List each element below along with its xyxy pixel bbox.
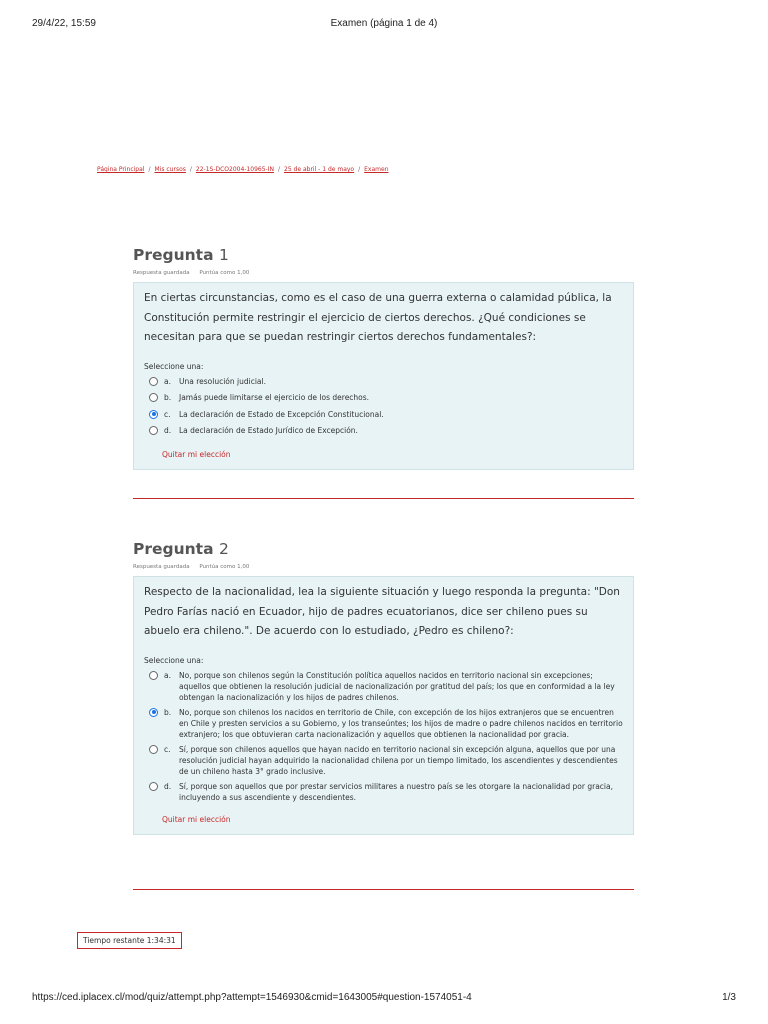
clear-choice-link[interactable]: Quitar mi elección: [162, 449, 231, 459]
breadcrumb-course[interactable]: 22-1S-DCO2004-10965-IN: [195, 166, 274, 173]
question-1: [133, 244, 634, 470]
print-page-number: 1/3: [722, 992, 736, 1003]
question-2: [133, 538, 634, 835]
answer-letter: b.: [164, 393, 172, 402]
question-box: [133, 576, 634, 835]
answer-option-b[interactable]: [144, 707, 623, 740]
radio-button[interactable]: [149, 745, 158, 754]
breadcrumb-exam[interactable]: Examen: [364, 166, 389, 173]
answer-text: Jamás puede limitarse el ejercicio de los derechos.: [179, 393, 370, 402]
answer-option-d[interactable]: [144, 425, 623, 442]
question-text: Respecto de la nacionalidad, lea la siguiente situación y luego responda la pregunta: "Don Pedro Farías nació en Ecuador, hijo de padres ecuatorianos, dice ser chileno pues su abuelo era chileno.". De acuerdo con lo estudiado, ¿Pedro es chileno?:: [144, 586, 620, 637]
answer-text: La declaración de Estado Jurídico de Excepción.: [179, 426, 358, 435]
question-meta: [133, 270, 634, 278]
question-title: [133, 244, 634, 266]
answer-letter: a.: [164, 670, 171, 680]
radio-button[interactable]: [149, 426, 158, 435]
answer-letter: d.: [164, 781, 172, 791]
answer-text: No, porque son chilenos los nacidos en territorio de Chile, con excepción de los hijos extranjeros que se encuentren en Chile y presten servicios a su Gobierno, y los transeúntes; los hijos de madre o padre chilenos nacidos en territorio extranjero; los que obtuvieran carta nacionalización y aquellos que obtienen la nacionalidad por gracia.: [179, 707, 623, 739]
breadcrumb-separator: /: [358, 166, 361, 173]
breadcrumb-separator: /: [148, 166, 151, 173]
question-status: Respuesta guardada: [133, 564, 190, 570]
select-label: Seleccione una:: [144, 655, 204, 665]
question-number: 2: [218, 540, 229, 558]
print-url: https://ced.iplacex.cl/mod/quiz/attempt.php?attempt=1546930&cmid=1643005#question-1574051-4: [32, 992, 472, 1003]
breadcrumb-separator: /: [189, 166, 192, 173]
answer-text: Una resolución judicial.: [179, 376, 266, 386]
question-divider: [133, 498, 634, 499]
answer-letter: c.: [164, 409, 171, 419]
answer-option-c[interactable]: [144, 409, 623, 426]
question-meta: [133, 564, 634, 572]
question-score: Puntúa como 1,00: [199, 564, 250, 570]
clear-choice-link[interactable]: Quitar mi elección: [162, 814, 231, 824]
answer-option-a[interactable]: [144, 376, 623, 393]
breadcrumb: [97, 166, 389, 173]
answer-option-c[interactable]: [144, 744, 623, 777]
breadcrumb-separator: /: [277, 166, 281, 173]
question-text: En ciertas circunstancias, como es el caso de una guerra externa o calamidad pública, la Constitución permite restringir el ejercicio de ciertos derechos. ¿Qué condiciones se necesitan para que se puedan restringir ciertos derechos fundamentales?:: [144, 292, 612, 343]
answer-letter: d.: [164, 426, 172, 435]
print-datetime: 29/4/22, 15:59: [32, 18, 96, 29]
answer-option-a[interactable]: [144, 670, 623, 703]
radio-button[interactable]: [149, 393, 158, 402]
breadcrumb-home[interactable]: Página Principal: [97, 166, 145, 173]
answer-option-b[interactable]: [144, 392, 623, 409]
radio-button-selected[interactable]: [149, 708, 158, 717]
question-divider: [133, 889, 634, 890]
question-box: [133, 282, 634, 470]
answer-text: No, porque son chilenos según la Constitución política aquellos nacidos en territorio nacional sin excepciones; aquellos que obtienen la resolución judicial de nacionalización por gratitud del país; los que en conformidad a la ley obtengan la nacionalización y los hijos de padres chilenos.: [179, 670, 615, 702]
question-number: 1: [218, 246, 229, 264]
radio-button[interactable]: [149, 782, 158, 791]
answer-letter: a.: [164, 376, 171, 386]
answer-text: La declaración de Estado de Excepción Constitucional.: [179, 409, 384, 419]
question-title: [133, 538, 634, 560]
time-remaining: Tiempo restante 1:34:31: [77, 932, 182, 949]
answer-option-d[interactable]: [144, 781, 623, 803]
radio-button-selected[interactable]: [149, 410, 158, 419]
breadcrumb-my-courses[interactable]: Mis cursos: [154, 166, 186, 173]
question-label: Pregunta: [133, 246, 214, 264]
print-title: Examen (página 1 de 4): [330, 18, 438, 29]
answer-letter: b.: [164, 707, 172, 717]
select-label: Seleccione una:: [144, 361, 204, 371]
answer-letter: c.: [164, 744, 171, 754]
question-score: Puntúa como 1,00: [199, 270, 250, 276]
answer-text: Sí, porque son aquellos que por prestar servicios militares a nuestro país se les otorgare la nacionalidad por gracia, incluyendo a sus ascendiente y descendientes.: [179, 781, 613, 802]
breadcrumb-week[interactable]: 25 de abril - 1 de mayo: [284, 166, 355, 173]
radio-button[interactable]: [149, 671, 158, 680]
question-label: Pregunta: [133, 540, 214, 558]
radio-button[interactable]: [149, 377, 158, 386]
answer-text: Sí, porque son chilenos aquellos que hayan nacido en territorio nacional sin excepción alguna, aquellos que por una resolución judicial hayan adquirido la nacionalidad chilena por un tiempo limitado, los ascendientes y descendientes de un chileno hasta 3° grado inclusive.: [179, 744, 618, 776]
question-status: Respuesta guardada: [133, 270, 190, 276]
